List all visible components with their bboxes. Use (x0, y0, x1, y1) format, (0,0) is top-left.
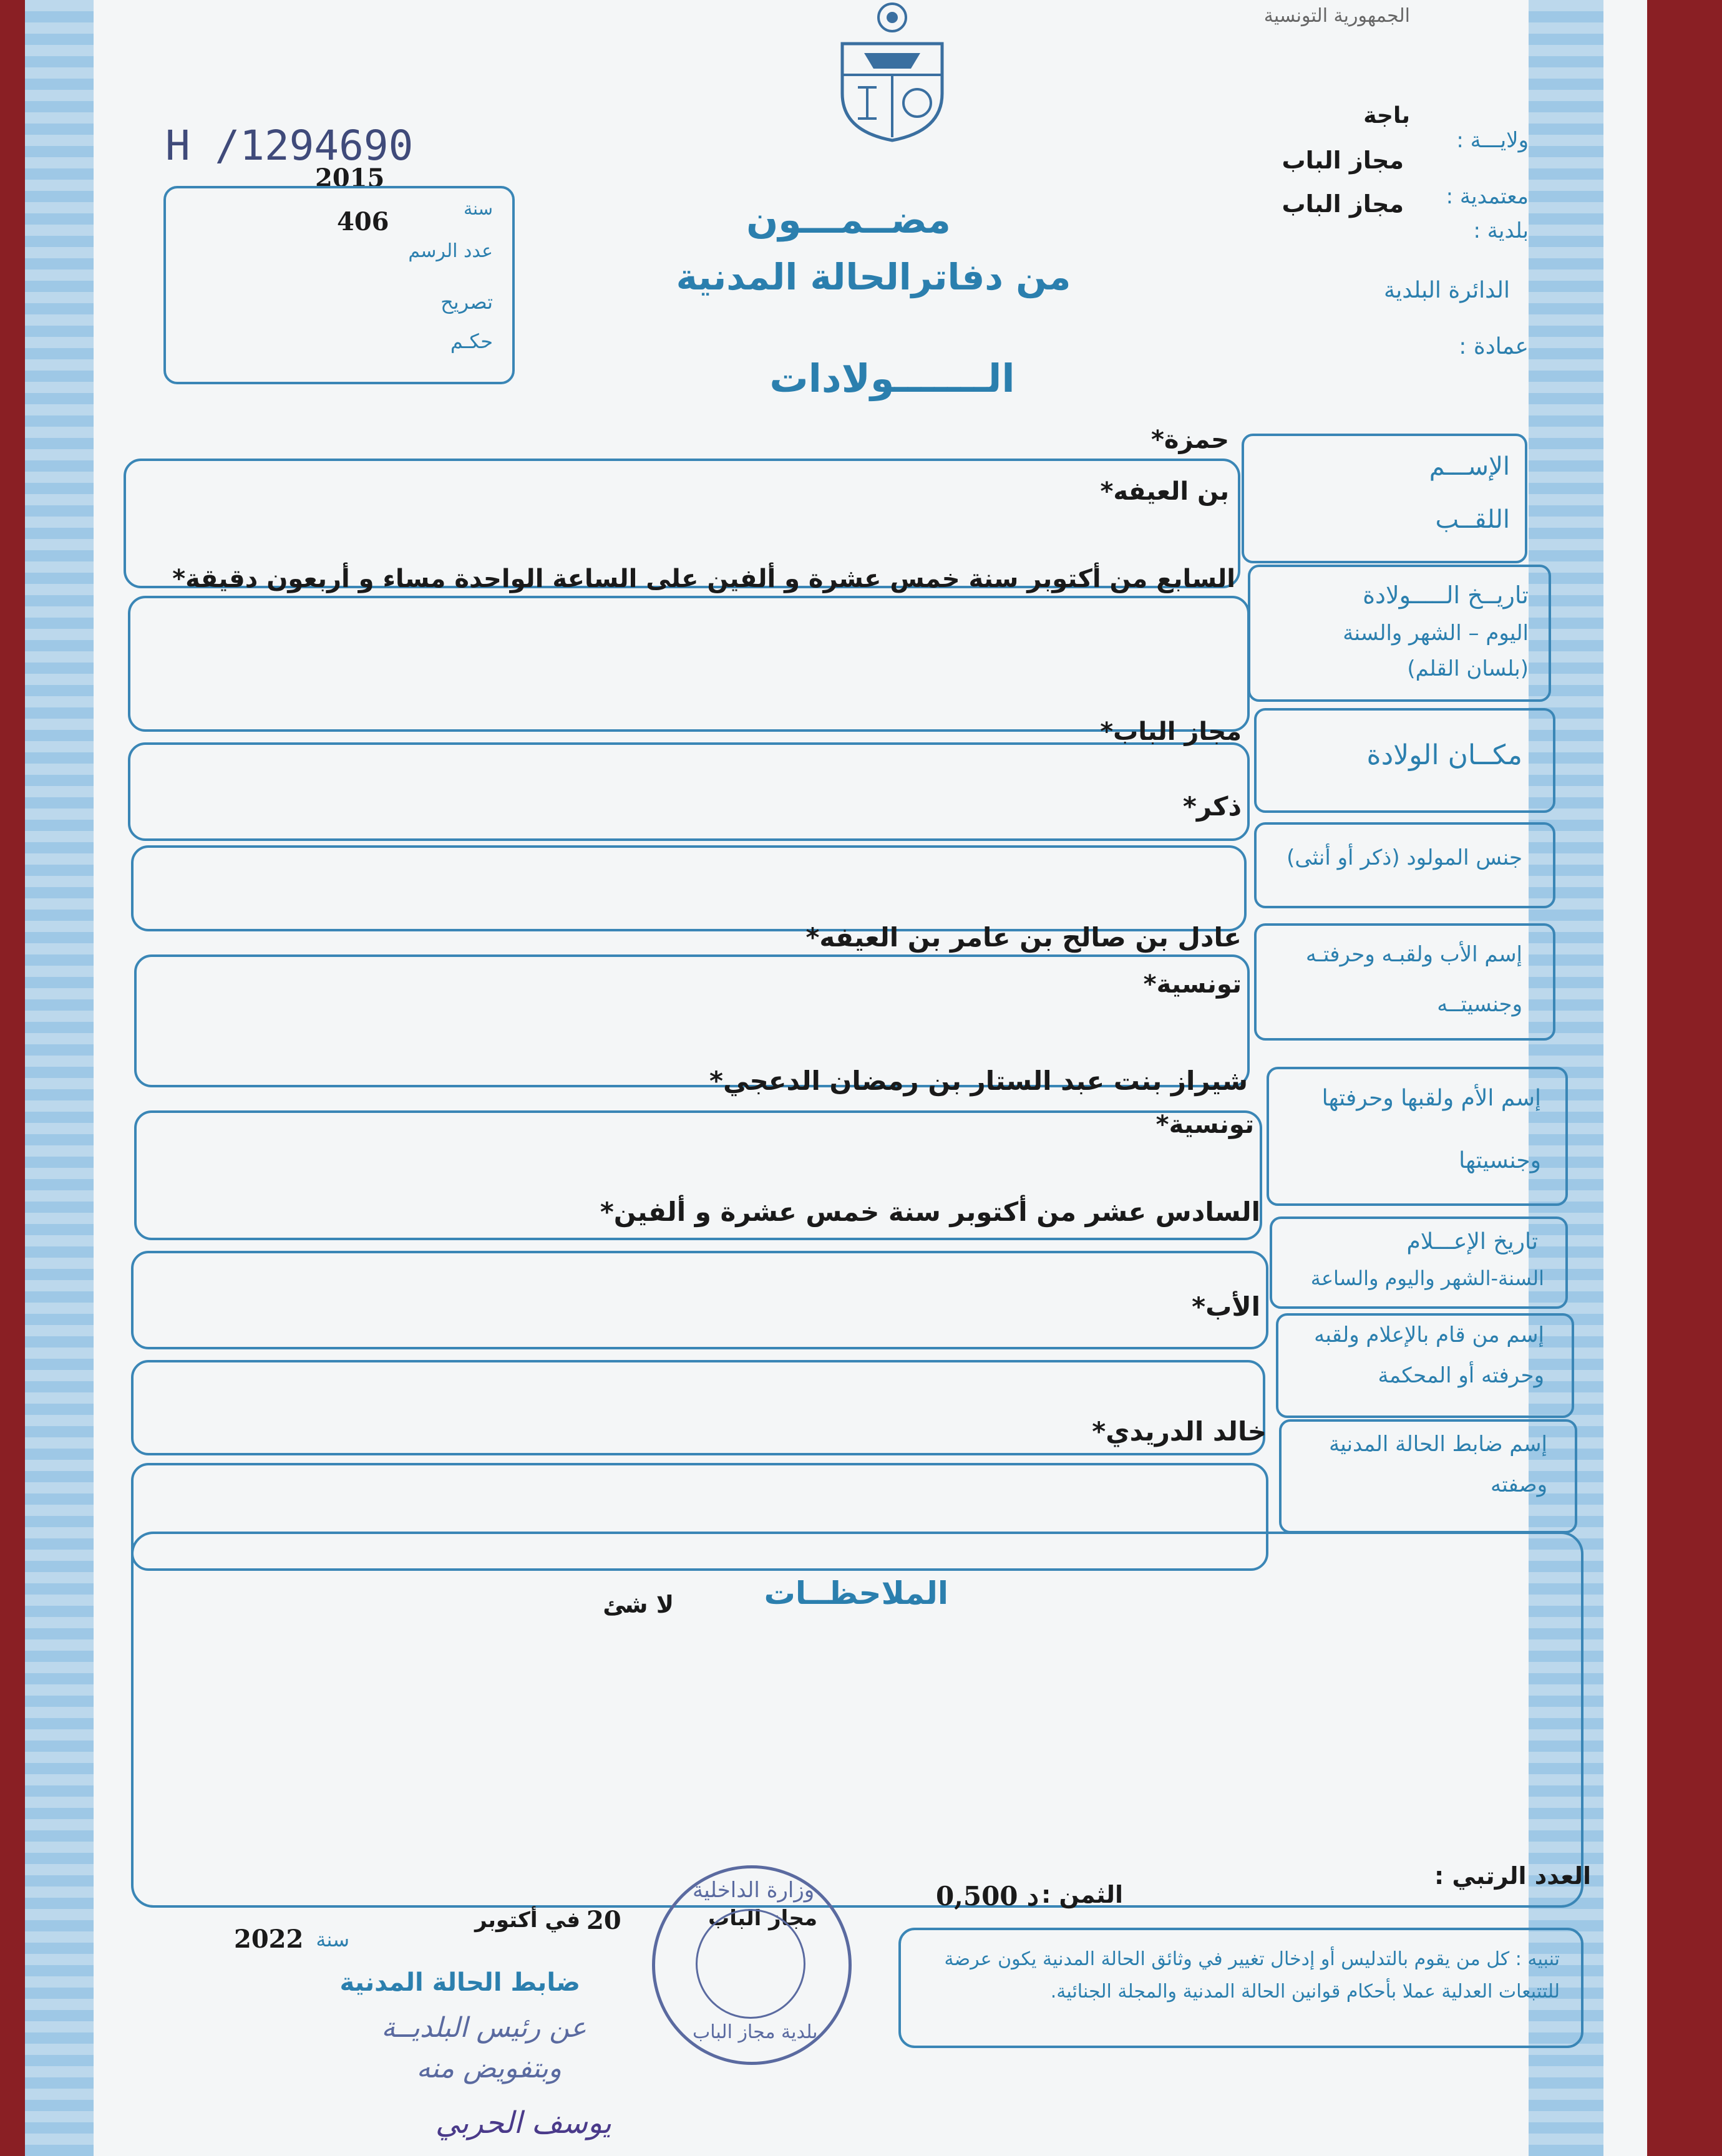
warning-text: تنبيه : كل من يقوم بالتدليس أو إدخال تغيير في وثائق الحالة المدنية يكون عرضة للتتبعات العدلية عملا بأحكام قوانين الحالة المدنية والمجلة الجنائية. (944, 1948, 1560, 2003)
field-label-birth-place: مكــان الولادة (1366, 739, 1522, 771)
baladia-label: بلدية : (1473, 218, 1529, 243)
field-label-birth-date: تاريــخ الـــــولادة (1363, 581, 1529, 609)
field-value-mother: شيراز بنت عبد الستار بن رمضان الدعجي* (709, 1066, 1248, 1096)
serial-number: H /1294690 (165, 122, 414, 170)
seal-text-bottom: بلدية مجاز الباب (693, 2021, 818, 2043)
field-value-box-sex (131, 845, 1247, 931)
field-label-declarant: إسم من قام بالإعلام ولقبه (1314, 1323, 1544, 1348)
omada-label: عمادة : (1459, 334, 1529, 359)
number-value: 406 (337, 207, 389, 236)
field-value-father: عادل بن صالح بن عامر بن العيفه* (805, 922, 1242, 953)
field-value-surname: بن العيفه* (1100, 477, 1229, 506)
footer-year: 2022 (234, 1925, 304, 1954)
field-label-declaration-date-sub: السنة-الشهر واليوم والساعة (1310, 1266, 1544, 1290)
field-value-box-declaration-date (131, 1251, 1268, 1349)
footer-month: في أكتوبر (474, 1908, 580, 1933)
officer-line2: عن رئيس البلديــة (381, 2012, 586, 2044)
field-label-registrar: إسم ضابط الحالة المدنية (1329, 1432, 1547, 1457)
officer-title: ضابط الحالة المدنية (339, 1968, 580, 1997)
field-label-box-father (1254, 923, 1555, 1041)
field-label-father: إسم الأب ولقبـه وحرفتـه (1305, 942, 1522, 967)
field-value-box-birth-date (128, 596, 1250, 732)
field-label-registrar-sub: وصفته (1491, 1472, 1547, 1497)
daira-label: الدائرة البلدية (1383, 278, 1510, 303)
field-label-surname: اللقــب (1435, 505, 1510, 534)
field-label-father-nationality: وجنسيتــه (1437, 992, 1522, 1017)
field-value-birth-date: السابع من أكتوبر سنة خمس عشرة و ألفين على الساعة الواحدة مساء و أربعون دقيقة* (172, 565, 1235, 593)
field-label-name: الإســـم (1429, 452, 1510, 481)
footer-day: 20 (586, 1906, 621, 1935)
remarks-label: الملاحظــات (764, 1575, 948, 1611)
motamadia-value: مجاز الباب (1282, 147, 1404, 174)
republic-label: الجمهورية التونسية (1263, 5, 1410, 27)
declaration-label: تصريح (440, 290, 493, 314)
price-label: الثمن : (1041, 1881, 1123, 1908)
remarks-value: لا شئ (603, 1591, 674, 1618)
seal-text-top: وزارة الداخلية (693, 1878, 815, 1903)
official-seal-inner (696, 1909, 805, 2019)
field-label-birth-date-sub: اليوم – الشهر والسنة (1343, 621, 1529, 646)
field-value-declarant: الأب* (1192, 1291, 1260, 1322)
number-label: عدد الرسم (408, 240, 493, 262)
field-label-mother: إسم الأم ولقبها وحرفتها (1321, 1085, 1541, 1111)
year-value: 2015 (315, 163, 385, 193)
field-label-birth-date-note: (بلسان القلم) (1407, 656, 1529, 681)
price-value: 0,500 د (936, 1881, 1039, 1911)
field-label-mother-nationality: وجنسيتها (1459, 1148, 1541, 1173)
wilaya-value: باجة (1363, 103, 1410, 129)
wilaya-label: ولايـــة : (1456, 128, 1529, 153)
document-subtitle: من دفاترالحالة المدنية (676, 256, 1071, 298)
field-label-sex: جنس المولود (ذكر أو أنثى) (1287, 845, 1522, 870)
field-value-registrar: خالد الدريدي* (1092, 1416, 1267, 1447)
tunisia-coat-of-arms-icon (830, 0, 955, 143)
officer-line3: وبتفويض منه (416, 2052, 562, 2084)
field-value-father-nationality: تونسية* (1143, 970, 1242, 999)
field-value-birth-place: مجاز الباب* (1100, 717, 1242, 746)
year-label: سنة (464, 198, 493, 219)
field-value-mother-nationality: تونسية* (1155, 1110, 1254, 1139)
motamadia-label: معتمدية : (1446, 184, 1529, 209)
officer-name: يوسف الحربي (435, 2105, 611, 2140)
field-value-name: حمزة* (1150, 425, 1229, 454)
order-number-label: العدد الرتبي : (1434, 1862, 1591, 1890)
footer-year-prefix: سنة (316, 1928, 349, 1951)
baladia-value: مجاز الباب (1282, 190, 1404, 218)
field-value-declaration-date: السادس عشر من أكتوبر سنة خمس عشرة و ألفين* (600, 1197, 1260, 1227)
document-title: مضــمـــون (746, 198, 951, 242)
field-label-declaration-date: تاريخ الإعـــلام (1406, 1229, 1538, 1255)
field-label-declarant-sub: وحرفته أو المحكمة (1378, 1363, 1544, 1388)
footer-place: مجاز الباب (708, 1906, 817, 1931)
field-value-sex: ذكر* (1182, 791, 1242, 822)
judgment-label: حكـم (450, 329, 493, 353)
section-title: الـــــــولادات (769, 356, 1015, 401)
